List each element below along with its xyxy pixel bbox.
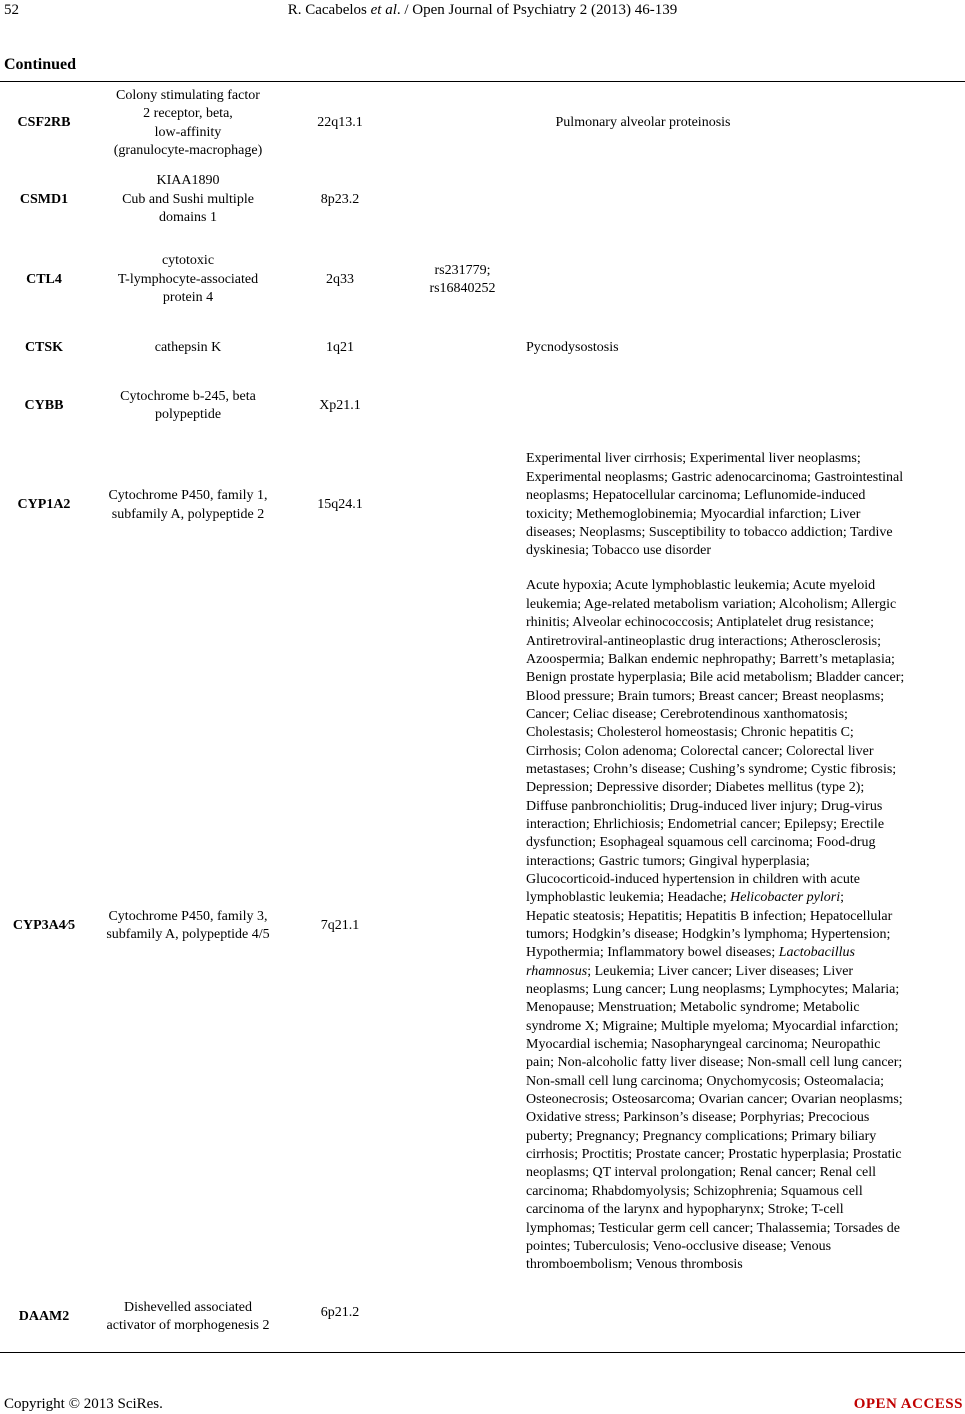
page-number: 52	[4, 2, 19, 18]
disease-line: Non-small cell lung carcinoma; Onychomycosis; Osteomalacia;	[526, 1073, 885, 1089]
gene-name-line: polypeptide	[154, 407, 222, 422]
gene-locus: 15q24.1	[317, 497, 363, 513]
disease-italic: Helicobacter pylori	[730, 890, 841, 906]
disease-line: Acute hypoxia; Acute lymphoblastic leukemia; Acute myeloid	[526, 578, 876, 594]
gene-name	[88, 387, 288, 425]
running-head-authors: R. Cacabelos	[287, 2, 367, 18]
disease-line: leukemia; Age-related metabolism variation; Alcoholism; Allergic	[526, 596, 897, 612]
disease-line: carcinoma; Rhabdomyolysis; Schizophrenia; Squamous cell	[526, 1183, 863, 1199]
footer-open-access: OPEN ACCESS	[853, 1396, 963, 1412]
snp-line: rs16840252	[429, 281, 496, 296]
disease-line: Diffuse panbronchiolitis; Drug-induced liver injury; Drug-virus	[526, 798, 883, 814]
running-head	[0, 2, 965, 19]
disease-line: neoplasms; Hepatocellular carcinoma; Leflunomide-induced	[526, 488, 866, 504]
disease-text: Hypothermia; Inflammatory bowel diseases;	[526, 945, 779, 961]
gene-locus: 2q33	[326, 271, 354, 287]
disease-line: diseases; Neoplasms; Susceptibility to tobacco addiction; Tardive	[526, 524, 893, 540]
gene-symbol: CTSK	[24, 339, 64, 355]
disease-line: pain; Non-alcoholic fatty liver disease; Non-small cell lung cancer;	[526, 1055, 903, 1071]
gene-diseases: Pycnodysostosis	[526, 339, 619, 355]
gene-name	[88, 1298, 288, 1336]
gene-name-line: Cub and Sushi multiple	[122, 191, 254, 207]
gene-name-line: cytotoxic	[161, 253, 215, 269]
disease-line: neoplasms; QT interval prolongation; Renal cancer; Renal cell	[526, 1165, 877, 1181]
disease-line: dysfunction; Esophageal squamous cell carcinoma; Food-drug	[526, 835, 876, 851]
gene-locus: 6p21.2	[320, 1305, 360, 1320]
gene-symbol: CTL4	[26, 271, 62, 287]
gene-symbol: CYP1A2	[17, 497, 71, 513]
gene-locus: 1q21	[326, 339, 354, 355]
disease-line: interactions; Gastric tumors; Gingival hyperplasia;	[526, 853, 810, 869]
gene-diseases	[526, 450, 962, 561]
running-head-etal: et al	[370, 2, 397, 18]
table-row	[0, 252, 965, 308]
disease-line: interaction; Ehrlichiosis; Endometrial cancer; Epilepsy; Erectile	[526, 816, 885, 832]
disease-italic: rhamnosus	[526, 963, 588, 979]
disease-line: Experimental liver cirrhosis; Experimental liver neoplasms;	[526, 451, 861, 467]
gene-name-line: 2 receptor, beta,	[143, 106, 233, 122]
gene-name-line: subfamily A, polypeptide 2	[111, 506, 265, 522]
disease-line	[526, 963, 904, 981]
footer-copyright: Copyright © 2013 SciRes.	[4, 1396, 163, 1412]
disease-line: tumors; Hodgkin’s disease; Hodgkin’s lymphoma; Hypertension;	[526, 927, 891, 942]
gene-name	[88, 450, 288, 561]
table-row	[0, 576, 965, 1276]
gene-locus: 7q21.1	[320, 917, 360, 933]
disease-line	[526, 889, 904, 907]
gene-name-line: T-lymphocyte-associated	[117, 271, 259, 287]
table-row	[0, 1298, 965, 1336]
snp-line: rs231779;	[434, 262, 491, 278]
gene-locus: 8p23.2	[320, 191, 360, 207]
disease-line: neoplasms; Lung cancer; Lung neoplasms; Lymphocytes; Malaria;	[526, 982, 900, 998]
table-row	[0, 86, 965, 161]
disease-line: Benign prostate hyperplasia; Bile acid metabolism; Bladder cancer;	[526, 670, 905, 686]
gene-name-line: subfamily A, polypeptide 4/5	[106, 927, 270, 942]
gene-locus: 22q13.1	[317, 115, 363, 131]
gene-name-line: KIAA1890	[156, 173, 220, 189]
gene-symbol: DAAM2	[18, 1308, 70, 1324]
table-row	[0, 172, 965, 228]
disease-line: Hepatic steatosis; Hepatitis; Hepatitis B infection; Hepatocellular	[526, 908, 893, 924]
disease-line: lymphomas; Testicular germ cell cancer; Thalassemia; Torsades de	[526, 1220, 900, 1236]
disease-line: Myocardial ischemia; Nasopharyngeal carcinoma; Neuropathic	[526, 1037, 881, 1053]
disease-line: Blood pressure; Brain tumors; Breast cancer; Breast neoplasms;	[526, 688, 885, 704]
disease-line: Experimental neoplasms; Gastric adenocarcinoma; Gastrointestinal	[526, 469, 904, 485]
gene-symbol: CYP3A4⁄5	[12, 917, 76, 933]
disease-line: cirrhosis; Proctitis; Prostate cancer; Prostatic hyperplasia; Prostatic	[526, 1147, 902, 1163]
gene-name: cathepsin K	[154, 339, 222, 355]
disease-line: metastases; Crohn’s disease; Cushing’s syndrome; Cystic fibrosis;	[526, 761, 897, 777]
disease-line: pointes; Tuberculosis; Veno-occlusive disease; Venous	[526, 1238, 832, 1254]
disease-line: toxicity; Methemoglobinemia; Myocardial infarction; Liver	[526, 506, 861, 522]
running-head-journal: . / Open Journal of Psychiatry 2 (2013) 46-139	[396, 2, 678, 18]
gene-name-line: Cytochrome P450, family 3,	[108, 908, 268, 924]
gene-name-line: activator of morphogenesis 2	[106, 1318, 270, 1333]
gene-diseases: Pulmonary alveolar proteinosis	[555, 115, 731, 131]
table-top-rule	[0, 81, 965, 82]
gene-name	[88, 172, 288, 228]
gene-symbol: CYBB	[24, 397, 64, 413]
disease-line: thromboembolism; Venous thrombosis	[526, 1257, 743, 1273]
disease-italic: Lactobacillus	[778, 945, 855, 961]
disease-line: dyskinesia; Tobacco use disorder	[526, 543, 711, 559]
table-row	[0, 450, 965, 561]
gene-snp	[395, 252, 530, 308]
disease-line: Antiretroviral-antineoplastic drug interactions; Atherosclerosis;	[526, 633, 881, 649]
disease-line: rhinitis; Alveolar echinococcosis; Antiplatelet drug resistance;	[526, 615, 874, 631]
gene-name	[88, 86, 288, 161]
disease-line: Osteonecrosis; Osteosarcoma; Ovarian cancer; Ovarian neoplasms;	[526, 1092, 903, 1108]
gene-name-line: protein 4	[162, 290, 214, 306]
disease-text: ;	[840, 890, 845, 906]
gene-name	[88, 576, 288, 1276]
gene-name-line: Cytochrome b-245, beta	[120, 388, 256, 404]
gene-symbol: CSMD1	[19, 191, 69, 207]
gene-name	[88, 252, 288, 308]
disease-text: lymphoblastic leukemia; Headache;	[526, 890, 731, 906]
table-bottom-rule	[0, 1352, 965, 1353]
table-row	[0, 338, 965, 358]
disease-line: Menopause; Menstruation; Metabolic syndrome; Metabolic	[526, 1000, 860, 1016]
gene-name-line: Dishevelled associated	[124, 1299, 252, 1315]
gene-locus: Xp21.1	[319, 397, 361, 413]
disease-line: Cholestasis; Cholesterol homeostasis; Chronic hepatitis C;	[526, 725, 854, 741]
gene-name-line: domains 1	[159, 210, 217, 226]
disease-line: puberty; Pregnancy; Pregnancy complications; Primary biliary	[526, 1128, 877, 1144]
gene-name-line: Colony stimulating factor	[116, 87, 260, 103]
disease-line: Cirrhosis; Colon adenoma; Colorectal cancer; Colorectal liver	[526, 743, 874, 759]
gene-name-line: (granulocyte-macrophage)	[113, 142, 263, 158]
gene-symbol: CSF2RB	[17, 115, 71, 131]
gene-name-line: low-affinity	[154, 124, 222, 140]
disease-text: ; Leukemia; Liver cancer; Liver diseases; Liver	[587, 963, 854, 979]
disease-line	[526, 944, 904, 962]
disease-line: Cancer; Celiac disease; Cerebrotendinous xanthomatosis;	[526, 706, 848, 722]
gene-diseases	[526, 576, 962, 1276]
disease-line: Glucocorticoid-induced hypertension in children with acute	[526, 871, 860, 887]
table-row	[0, 387, 965, 425]
disease-line: Azoospermia; Balkan endemic nephropathy; Barrett’s metaplasia;	[526, 651, 895, 667]
disease-line: Depression; Depressive disorder; Diabetes mellitus (type 2);	[526, 780, 865, 796]
gene-name-line: Cytochrome P450, family 1,	[108, 488, 268, 504]
disease-line: carcinoma of the larynx and hypopharynx; Stroke; T-cell	[526, 1202, 844, 1218]
disease-line: Oxidative stress; Parkinson’s disease; Porphyrias; Precocious	[526, 1110, 870, 1126]
disease-line: syndrome X; Migraine; Multiple myeloma; Myocardial infarction;	[526, 1018, 899, 1034]
continued-label: Continued	[4, 56, 77, 73]
